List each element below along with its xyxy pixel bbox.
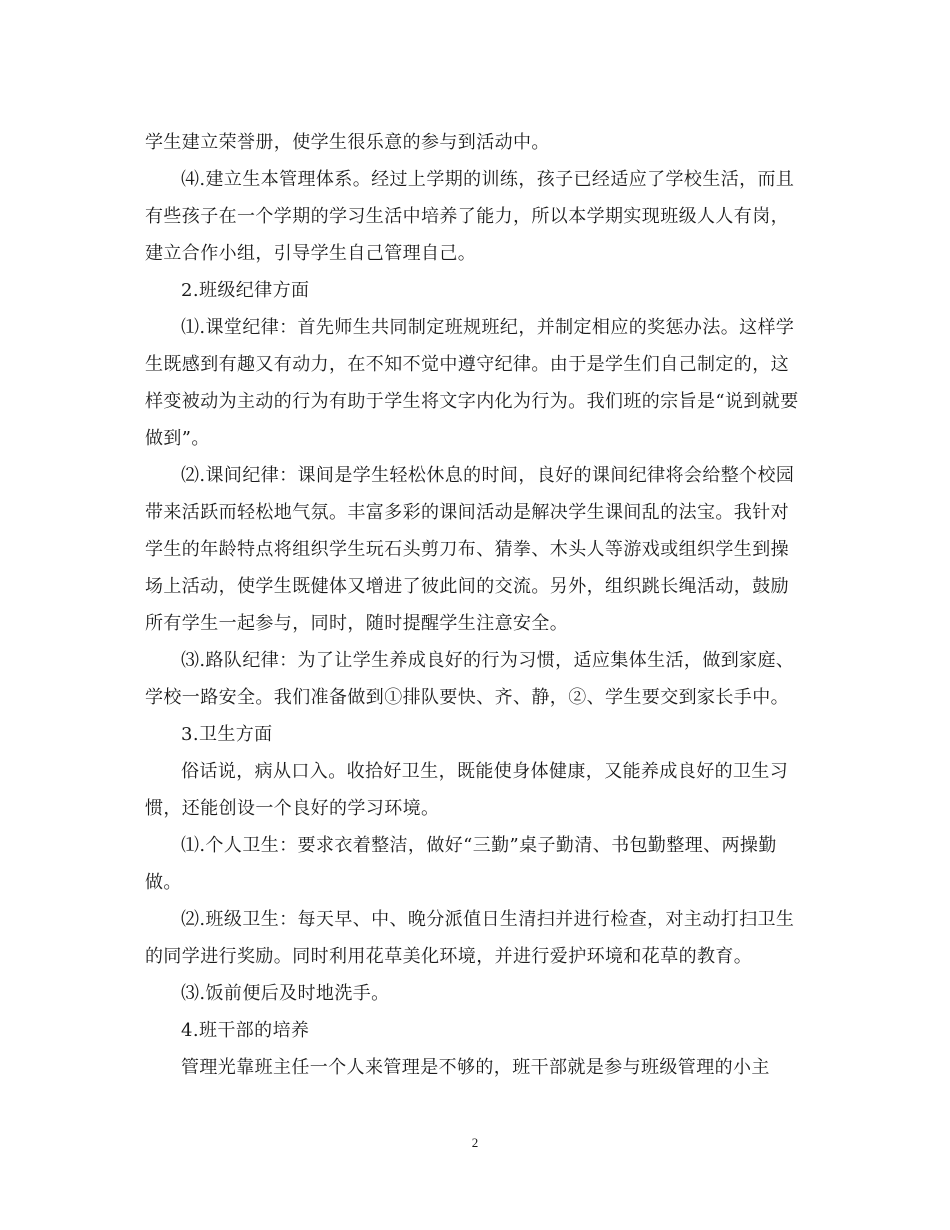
- paragraph-handwashing: ⑶.饭前便后及时地洗手。: [181, 983, 390, 1004]
- paragraph-recess-discipline: ⑵.课间纪律：课间是学生轻松休息的时间，良好的课间纪律将会给整个校园带来活跃而轻松地气氛。丰富多彩的课间活动是解决学生课间乱的法宝。我针对学生的年龄特点将组织学生玩石头剪刀布、猜拳、木头人等游戏或组织学生到操场上活动，使学生既健体又增进了彼此间的交流。另外，组织跳长绳活动，鼓励所有学生一起参与，同时，随时提醒学生注意安全。: [145, 465, 795, 634]
- paragraph-classroom-discipline: ⑴.课堂纪律：首先师生共同制定班规班纪，并制定相应的奖惩办法。这样学生既感到有趣又有动力，在不知不觉中遵守纪律。由于是学生们自己制定的，这样变被动为主动的行为有助于学生将文字内化为行为。我们班的宗旨是“说到就要做到”。: [145, 317, 799, 449]
- paragraph-queue-discipline: ⑶.路队纪律：为了让学生养成良好的行为习惯，适应集体生活，做到家庭、学校一路安全。我们准备做到①排队要快、齐、静，②、学生要交到家长手中。: [145, 650, 795, 708]
- section-heading-discipline: 2.班级纪律方面: [181, 280, 310, 301]
- section-heading-class-leaders: 4.班干部的培养: [181, 1020, 310, 1041]
- page-number: 2: [471, 1135, 479, 1150]
- paragraph-hygiene-intro: 俗话说，病从口入。收拾好卫生，既能使身体健康，又能养成良好的卫生习惯，还能创设一个良好的学习环境。: [145, 761, 789, 819]
- section-heading-hygiene: 3.卫生方面: [181, 724, 273, 745]
- paragraph-management-system: ⑷.建立生本管理体系。经过上学期的训练，孩子已经适应了学校生活，而且有些孩子在一个学期的学习生活中培养了能力，所以本学期实现班级人人有岗，建立合作小组，引导学生自己管理自己。: [145, 169, 795, 264]
- paragraph-personal-hygiene: ⑴.个人卫生：要求衣着整洁，做好“三勤”桌子勤清、书包勤整理、两操勤做。: [145, 835, 777, 893]
- paragraph-class-hygiene: ⑵.班级卫生：每天早、中、晚分派值日生清扫并进行检查，对主动打扫卫生的同学进行奖励。同时利用花草美化环境，并进行爱护环境和花草的教育。: [145, 909, 795, 967]
- paragraph-class-leaders: 管理光靠班主任一个人来管理是不够的，班干部就是参与班级管理的小主: [181, 1057, 770, 1078]
- paragraph-continuation: 学生建立荣誉册，使学生很乐意的参与到活动中。: [145, 132, 550, 153]
- document-body: [145, 124, 805, 1086]
